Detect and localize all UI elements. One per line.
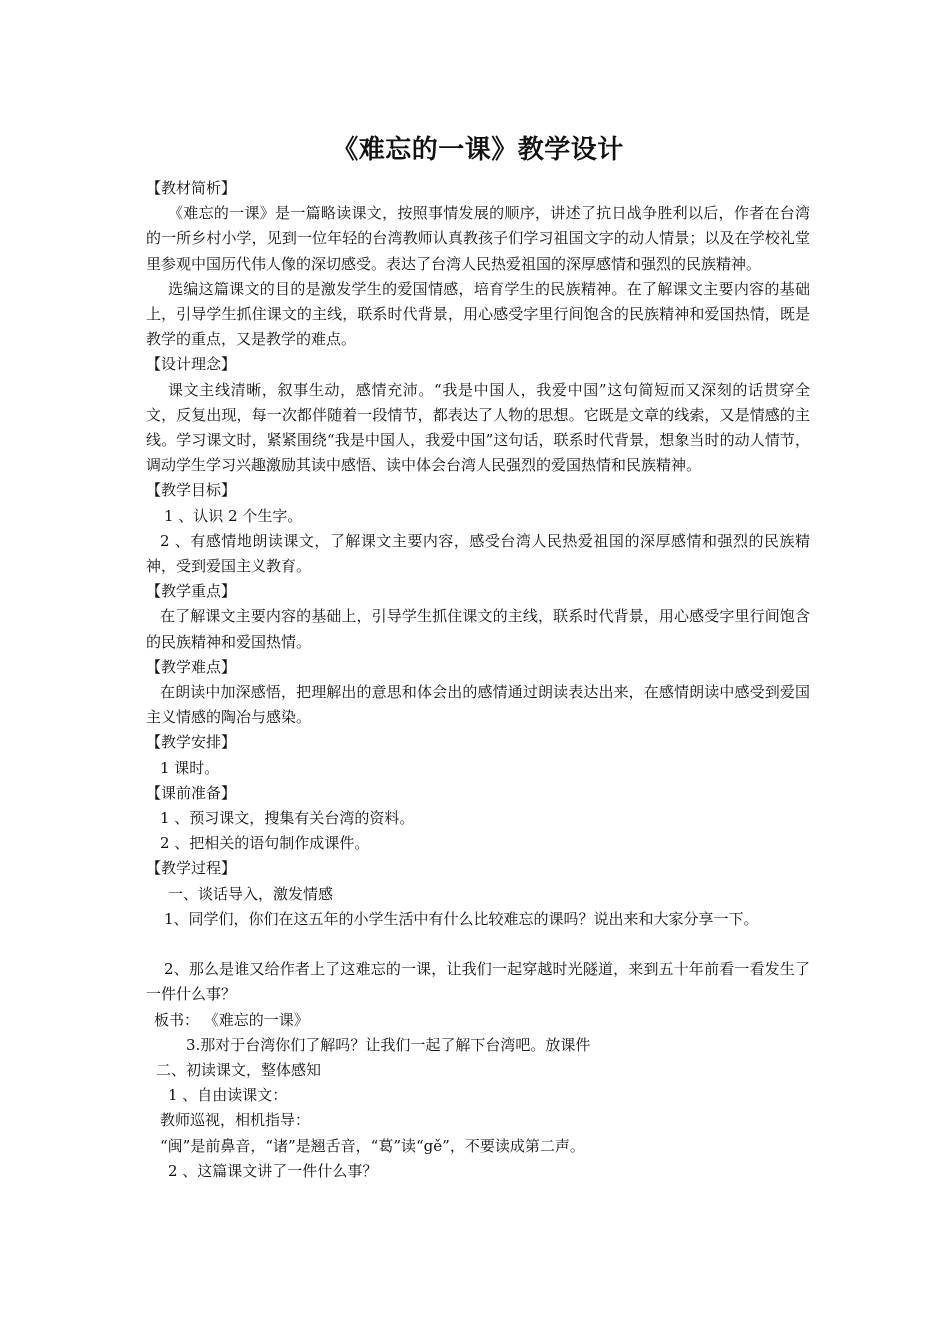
goal-item-2: 2 、有感情地朗读课文，了解课文主要内容，感受台湾人民热爱祖国的深厚感情和强烈的民族精神，受到爱国主义教育。 — [146, 531, 810, 576]
section-heading-concept: 【设计理念】 — [146, 355, 237, 374]
teacher-guidance: 教师巡视，相机指导： — [160, 1111, 311, 1130]
process-step-1-2: 2、那么是谁又给作者上了这难忘的一课，让我们一起穿越时光隧道，来到五十年前看一看发生了一件什么事？ — [146, 960, 810, 1004]
process-step-2: 二、初读课文，整体感知 — [156, 1060, 322, 1079]
section-heading-focus: 【教学重点】 — [146, 582, 237, 601]
document-title: 《难忘的一课》教学设计 — [332, 135, 624, 165]
process-step-1-1: 1、同学们，你们在这五年的小学生活中有什么比较难忘的课吗？说出来和大家分享一下。 — [164, 909, 759, 928]
concept-paragraph: 课文主线清晰，叙事生动，感情充沛。“我是中国人，我爱中国”这句简短而又深刻的话贯穿全文，反复出现，每一次都伴随着一段情节，都表达了人物的思想。它既是文章的线索，又是情感的主线。学习课文时，紧紧围绕“我是中国人，我爱中国”这句话，联系时代背景，想象当时的动人情节，调动学生学习兴趣激励其读中感悟、读中体会台湾人民强烈的爱国热情和民族精神。 — [146, 380, 810, 475]
section-heading-analysis: 【教材简析】 — [146, 179, 237, 197]
process-step-2-1: 1 、自由读课文： — [168, 1086, 288, 1105]
preparation-item-1: 1 、预习课文，搜集有关台湾的资料。 — [160, 809, 415, 828]
section-heading-preparation: 【课前准备】 — [146, 783, 237, 802]
section-heading-arrangement: 【教学安排】 — [146, 733, 237, 752]
section-heading-process: 【教学过程】 — [146, 859, 237, 878]
analysis-paragraph-1: 《难忘的一课》是一篇略读课文，按照事情发展的顺序，讲述了抗日战争胜利以后，作者在台湾的一所乡村小学，见到一位年轻的台湾教师认真教孩子们学习祖国文字的动人情景；以及在学校礼堂里参观中国历代伟人像的深切感受。表达了台湾人民热爱祖国的深厚感情和强烈的民族精神。 — [146, 204, 810, 273]
section-heading-difficulty: 【教学难点】 — [146, 657, 237, 676]
process-step-1-3: 3.那对于台湾你们了解吗？让我们一起了解下台湾吧。放课件 — [186, 1035, 591, 1054]
document-page — [146, 132, 810, 1184]
board-writing: 板书： 《难忘的一课》 — [154, 1010, 309, 1029]
arrangement-text: 1 课时。 — [160, 758, 220, 777]
process-step-1: 一、谈话导入，激发情感 — [168, 884, 334, 903]
goal-item-1: 1 、认识 2 个生字。 — [164, 506, 303, 525]
blank-line — [146, 932, 810, 957]
focus-paragraph: 在了解课文主要内容的基础上，引导学生抓住课文的主线，联系时代背景，用心感受字里行间饱含的民族精神和爱国热情。 — [146, 607, 810, 651]
preparation-item-2: 2 、把相关的语句制作成课件。 — [160, 834, 370, 853]
section-heading-goals: 【教学目标】 — [146, 481, 237, 500]
process-step-2-2: 2 、这篇课文讲了一件什么事？ — [168, 1161, 378, 1180]
pronunciation-note: “闽”是前鼻音，“诸”是翘舌音，“葛”读“gě”，不要读成第二声。 — [160, 1136, 585, 1155]
analysis-paragraph-2: 选编这篇课文的目的是激发学生的爱国情感，培育学生的民族精神。在了解课文主要内容的基础上，引导学生抓住课文的主线，联系时代背景，用心感受字里行间饱含的民族精神和爱国热情，既是教学的重点，又是教学的难点。 — [146, 279, 810, 349]
difficulty-paragraph: 在朗读中加深感悟，把理解出的意思和体会出的感情通过朗读表达出来，在感情朗读中感受到爱国主义情感的陶冶与感染。 — [146, 683, 810, 727]
